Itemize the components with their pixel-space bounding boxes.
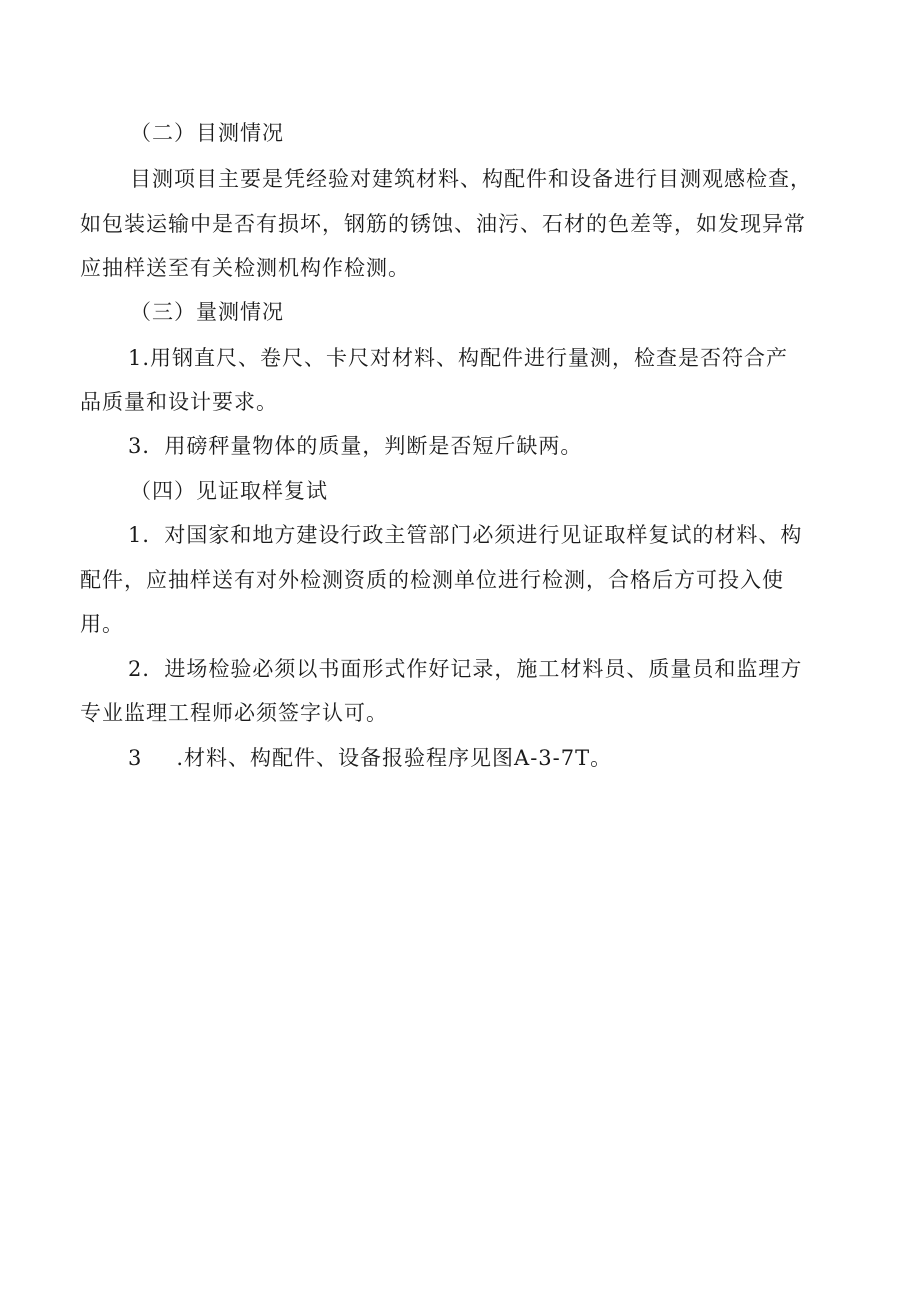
paragraph-line: 目测项目主要是凭经验对建筑材料、构配件和设备进行目测观感检查， xyxy=(130,167,812,191)
paragraph-line: 应抽样送至有关检测机构作检测。 xyxy=(80,256,410,280)
section-heading-witness-sampling: （四）见证取样复试 xyxy=(130,479,328,503)
list-item-line xyxy=(128,743,612,773)
list-item-line: 专业监理工程师必须签字认可。 xyxy=(80,701,388,725)
list-item-line: 品质量和设计要求。 xyxy=(80,390,278,414)
list-item-line: 1.用钢直尺、卷尺、卡尺对材料、构配件进行量测，检查是否符合产 xyxy=(128,346,789,370)
list-item-text: .材料、构配件、设备报验程序见图A-3-7T。 xyxy=(176,746,613,770)
list-item-line: 用。 xyxy=(80,612,124,636)
section-heading-visual-inspection: （二）目测情况 xyxy=(130,121,284,145)
section-heading-measurement: （三）量测情况 xyxy=(130,300,284,324)
list-item-number: 3 xyxy=(128,746,143,770)
list-item-line: 3．用磅秤量物体的质量，判断是否短斤缺两。 xyxy=(128,434,583,458)
list-item-line: 2．进场检验必须以书面形式作好记录，施工材料员、质量员和监理方 xyxy=(128,657,803,681)
list-item-line: 配件，应抽样送有对外检测资质的检测单位进行检测，合格后方可投入使 xyxy=(80,568,784,592)
paragraph-line: 如包装运输中是否有损坏，钢筋的锈蚀、油污、石材的色差等，如发现异常 xyxy=(80,212,806,236)
list-item-line: 1．对国家和地方建设行政主管部门必须进行见证取样复试的材料、构 xyxy=(128,523,803,547)
